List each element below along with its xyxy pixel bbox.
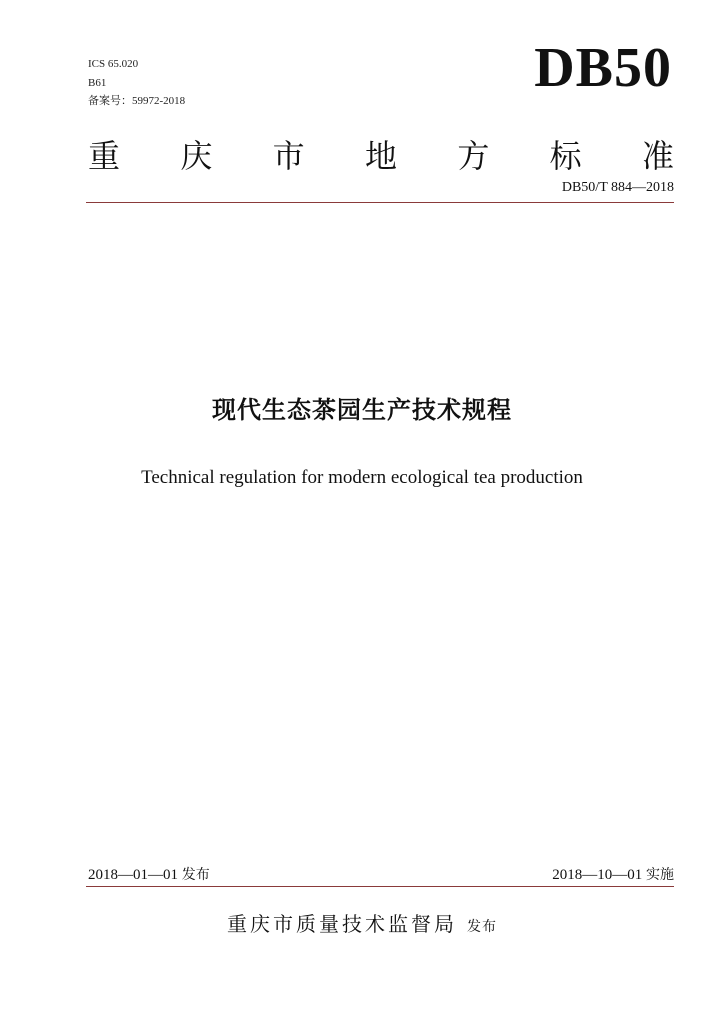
issuing-authority-heading xyxy=(88,134,674,174)
authority-char: 地 xyxy=(364,137,397,175)
standard-number: DB50/T 884—2018 xyxy=(561,180,674,195)
publisher xyxy=(0,908,724,937)
region-standard-code: DB50 xyxy=(534,37,672,99)
implementation-date xyxy=(552,864,674,884)
authority-char: 方 xyxy=(457,137,490,175)
issue-date xyxy=(88,864,210,884)
publisher-name: 重庆市质量技术监督局 xyxy=(227,912,457,936)
top-divider xyxy=(86,202,674,203)
publisher-label: 发布 xyxy=(467,919,497,935)
document-title-english: Technical regulation for modern ecological tea production xyxy=(141,467,583,488)
implementation-date-value: 2018—10—01 xyxy=(552,867,643,883)
issue-label: 发布 xyxy=(181,867,210,883)
implementation-label: 实施 xyxy=(646,867,674,883)
ics-code: ICS 65.020 xyxy=(88,58,139,70)
bottom-divider xyxy=(86,886,674,887)
issue-date-value: 2018—01—01 xyxy=(88,867,178,883)
document-title-chinese: 现代生态茶园生产技术规程 xyxy=(212,396,512,424)
authority-char: 庆 xyxy=(180,137,213,175)
authority-char: 标 xyxy=(549,137,582,175)
authority-char: 准 xyxy=(641,137,674,175)
authority-char: 重 xyxy=(88,137,121,175)
record-number: 备案号：59972-2018 xyxy=(88,95,186,107)
ccs-code: B61 xyxy=(88,77,107,89)
authority-char: 市 xyxy=(272,137,305,175)
